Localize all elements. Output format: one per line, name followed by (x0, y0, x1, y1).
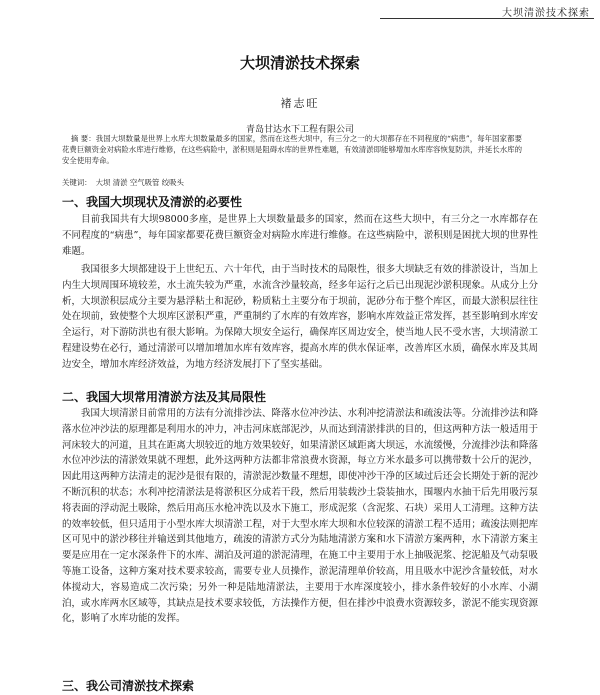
section1-paragraph-1: 目前我国共有大坝98000多座，是世界上大坝数量最多的国家，然而在这些大坝中，有三分之一水库都存在不同程度的“病患”，每年国家都要花费巨额资金对病险水库进行维修。在这些病险中，淤积则是困扰大坝的世界性难题。 (62, 214, 538, 257)
author: 褚志旺 (280, 97, 320, 110)
section1-paragraph-2: 我国很多大坝都建设于上世纪五、六十年代，由于当时技术的局限性，很多大坝缺乏有效的排淤设计，当加上内生大坝周围环境较差，水土流失较为严重，水流含沙量较高，经多年运行之后已出现泥沙淤积现象。从成分上分析，大坝淤积层成分主要为悬浮粘土和泥砂，粉质粘土主要分布于坝前，泥砂分布于整个库区，而最大淤积层往往处在坝前，致使整个大坝库区淤积严重，严重制约了水库的有效库容，影响水库效益正常发挥，甚至影响到水库安全运行，对下游防洪也有很大影响。为保障大坝安全运行，确保库区周边安全，使当地人民不受水害，大坝清淤工程建设势在必行，通过清淤可以增加增加水库有效库容，提高水库的供水保证率，改善库区水质，确保水库及其周边安全，增加水库经济效益，为地方经济发展打下了坚实基础。 (62, 264, 538, 370)
header-rule (380, 18, 594, 19)
section-heading-3: 三、我公司清淤技术探索 (62, 679, 195, 693)
section-heading-1: 一、我国大坝现状及清淤的必要性 (62, 195, 243, 209)
affiliation: 青岛甘达水下工程有限公司 (245, 125, 354, 135)
keywords-label: 关键词： (62, 178, 92, 187)
abstract-label: 摘 要： (70, 134, 96, 143)
section2-paragraph-1: 我国大坝清淤目前常用的方法有分流排沙法、降落水位冲沙法、水利冲挖清淤法和疏浚法等。分流排沙法和降落水位冲沙法的原理都是利用水的冲力，冲击河床底部泥沙，从而达到清淤排洪的目的，但这两种方法一般适用于河床较大的河道，且其在距离大坝较近的地方效果较好，如果清淤区域距离大坝远，水流缓慢，分流排沙法和降落水位冲沙法的清淤效果就不理想，此外这两种方法都非常浪费水资源，每立方米水最多可以携带数十公斤的泥沙，因此用这两种方法清走的泥沙是很有限的，清淤泥沙数量不理想，即使冲沙干净的区域过后还会长期处于新的泥沙不断沉积的状态；水利冲挖清淤法是将淤积区分成若干段，然后用装载沙土袋装抽水，围堰内水抽干后先用吸污泵将表面的浮动泥土吸除，然后用高压水枪冲洗以及水下施工，形成泥浆（含泥浆、石块）采用人工清理。这种方法的效率较低，但只适用于小型水库大坝清淤工程，对于大型水库大坝和水位较深的清淤工程不适用；疏浚法则把库区可见中的淤沙移往并输送到其他地方，疏浚的清淤方式分为陆地清淤方案和水下清淤方案两种，水下清淤方案主要是应用在一定水深条件下的水库、湖泊及河道的淤泥清理，在施工中主要用于水上抽吸泥浆、挖泥船及气动泵吸等施工设备，这种方案对技术要求较高，需要专业人员操作，淤泥清理单价较高，用且吸水中泥沙含量较低，对水体搅动大，容易造成二次污染；另外一种是陆地清淤法，主要用于水库深度较小，排水条件较好的小水库、小湖泊，或水库两水区域等，其缺点是技术要求较低，方法操作方便，但在排沙中浪费水资源较多，淤泥不能实现资源化，影响了水库功能的发挥。 (62, 408, 538, 625)
paper-title: 大坝清淤技术探索 (239, 54, 360, 72)
section-heading-2: 二、我国大坝常用清淤方法及其局限性 (62, 390, 267, 404)
running-head: 大坝清淤技术探索 (502, 8, 590, 19)
abstract-text: 我国大坝数量是世界上水库大坝数量最多的国家，然而在这些大坝中，有三分之一的大坝都存在不同程度的“病患”，每年国家都要花费巨额资金对病险水库进行维修，在这些病险中，淤积则是阻碍水库的世界性难题，有效清淤即能够增加水库库容恢复防洪，并延长水库的安全使用寿命。 (62, 134, 522, 165)
keywords-text: 大坝 清淤 空气吸管 绞吸头 (95, 178, 184, 187)
abstract (62, 133, 522, 166)
keywords (62, 177, 522, 188)
